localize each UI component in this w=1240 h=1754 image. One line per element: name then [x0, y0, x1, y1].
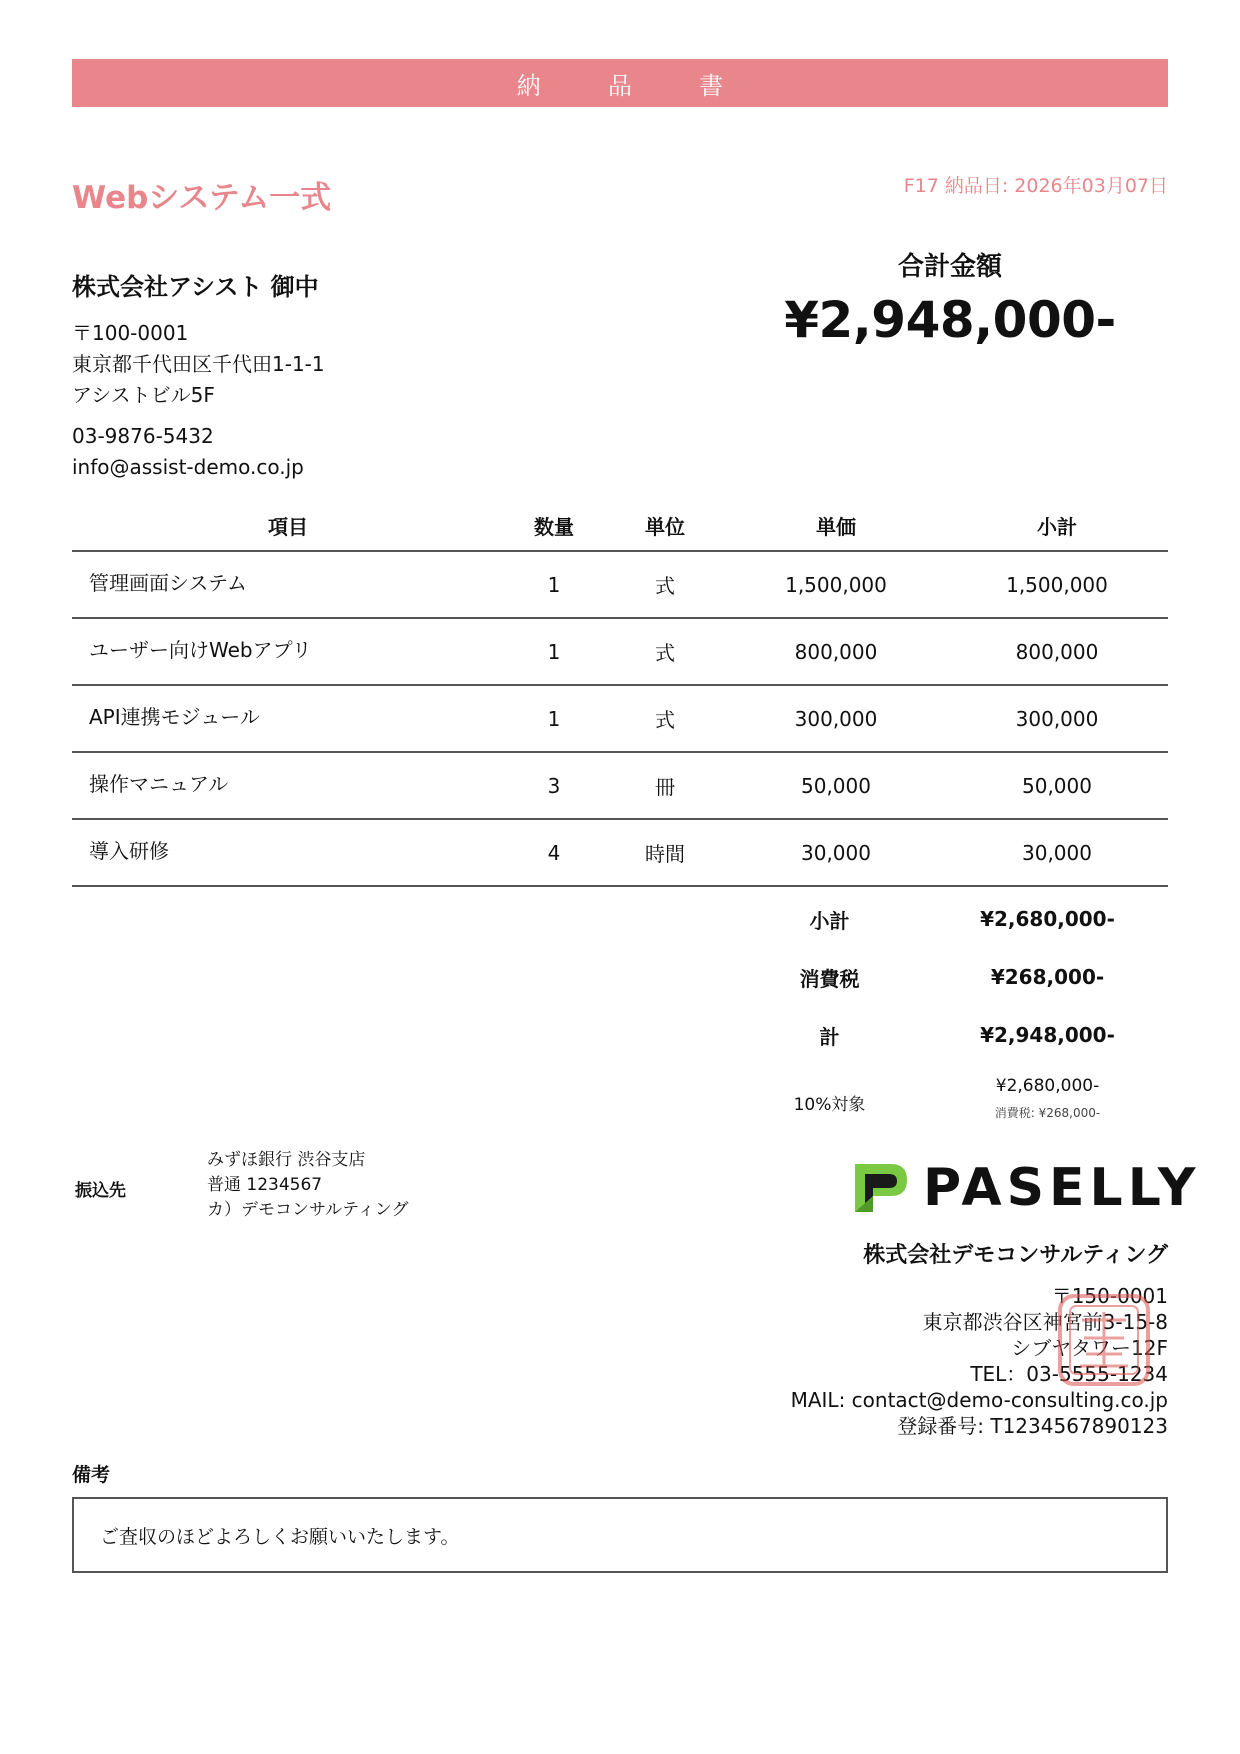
tax-row: [732, 948, 1168, 1006]
bank-details: [207, 1148, 408, 1223]
table-row: [72, 551, 1168, 618]
tax-value: ¥268,000-: [990, 965, 1105, 989]
summary-block: [732, 890, 1168, 1121]
row-subtotal: 300,000: [946, 685, 1168, 752]
issuer-tel: TEL：03-5555-1234: [970, 1362, 1168, 1386]
issuer-registration: 登録番号: T1234567890123: [897, 1414, 1168, 1438]
grand-total-amount: ¥2,948,000-: [784, 291, 1116, 349]
bank-line1: みずほ銀行 渋谷支店: [207, 1150, 366, 1170]
client-name: 株式会社アシスト 御中: [72, 273, 319, 301]
client-block: [72, 267, 325, 483]
row-unit: 式: [604, 551, 726, 618]
tax-rate-tax: 消費税: ¥268,000-: [994, 1106, 1101, 1120]
bank-line3: カ）デモコンサルティング: [207, 1200, 409, 1220]
issuer-postal: 〒150-0001: [1051, 1284, 1168, 1308]
subtotal-value: ¥2,680,000-: [980, 907, 1115, 931]
table-row: [72, 819, 1168, 886]
row-item: ユーザー向けWebアプリ: [72, 618, 504, 685]
row-subtotal: 1,500,000: [946, 551, 1168, 618]
row-quantity: 1: [504, 618, 604, 685]
issuer-address2: シブヤタワー12F: [1011, 1336, 1168, 1360]
header-subtotal: 小計: [946, 501, 1168, 551]
row-item: 操作マニュアル: [72, 752, 504, 819]
row-item: 導入研修: [72, 819, 504, 886]
subject-title: Webシステム一式: [72, 180, 332, 216]
remarks-text: ご査収のほどよろしくお願いいたします。: [100, 1525, 460, 1548]
issuer-address1: 東京都渋谷区神宮前3-15-8: [922, 1310, 1168, 1334]
logo-mark-icon: [851, 1158, 911, 1218]
row-unit: 冊: [604, 752, 726, 819]
row-unit-price: 30,000: [726, 819, 946, 886]
total-row: [732, 1006, 1168, 1064]
header-unit: 単位: [604, 501, 726, 551]
header-unit-price: 単価: [726, 501, 946, 551]
row-unit-price: 50,000: [726, 752, 946, 819]
tax-breakdown-row: [732, 1076, 1168, 1121]
remarks-label: 備考: [72, 1464, 111, 1486]
subtotal-label: 小計: [809, 908, 850, 933]
grand-total-box: [750, 246, 1150, 349]
issuer-mail: MAIL: contact@demo-consulting.co.jp: [790, 1388, 1168, 1412]
row-quantity: 3: [504, 752, 604, 819]
remarks-box: [72, 1497, 1168, 1573]
row-item: API連携モジュール: [72, 685, 504, 752]
document-title: 納 品 書: [72, 59, 1168, 107]
tax-rate-amount: ¥2,680,000-: [995, 1076, 1100, 1096]
header-item: 項目: [72, 501, 504, 551]
table-row: [72, 685, 1168, 752]
bank-line2: 普通 1234567: [207, 1175, 323, 1195]
client-email: info@assist-demo.co.jp: [72, 455, 304, 479]
row-unit: 式: [604, 618, 726, 685]
items-table: [72, 501, 1168, 887]
header-quantity: 数量: [504, 501, 604, 551]
row-unit: 式: [604, 685, 726, 752]
tax-rate-label: 10%対象: [793, 1095, 866, 1115]
row-unit: 時間: [604, 819, 726, 886]
row-unit-price: 300,000: [726, 685, 946, 752]
delivery-date: F17 納品日: 2026年03月07日: [903, 175, 1168, 197]
row-item: 管理画面システム: [72, 551, 504, 618]
row-subtotal: 800,000: [946, 618, 1168, 685]
row-quantity: 1: [504, 551, 604, 618]
total-value: ¥2,948,000-: [980, 1023, 1115, 1047]
row-unit-price: 800,000: [726, 618, 946, 685]
row-quantity: 1: [504, 685, 604, 752]
client-address1: 東京都千代田区千代田1-1-1: [72, 352, 325, 376]
client-phone: 03-9876-5432: [72, 424, 214, 448]
row-quantity: 4: [504, 819, 604, 886]
grand-total-label: 合計金額: [897, 252, 1002, 282]
client-address2: アシストビル5F: [72, 383, 215, 407]
total-label: 計: [819, 1024, 840, 1049]
client-postal: 〒100-0001: [72, 321, 189, 345]
issuer-name: 株式会社デモコンサルティング: [863, 1243, 1168, 1268]
tax-label: 消費税: [799, 966, 860, 991]
row-subtotal: 50,000: [946, 752, 1168, 819]
table-row: [72, 752, 1168, 819]
bank-label: 振込先: [75, 1181, 126, 1201]
company-seal-icon: [1052, 1288, 1156, 1392]
table-header-row: [72, 501, 1168, 551]
company-logo: [851, 1158, 1201, 1218]
row-unit-price: 1,500,000: [726, 551, 946, 618]
table-row: [72, 618, 1168, 685]
subtotal-row: [732, 890, 1168, 948]
row-subtotal: 30,000: [946, 819, 1168, 886]
logo-wordmark: PASELLY: [923, 1158, 1201, 1218]
